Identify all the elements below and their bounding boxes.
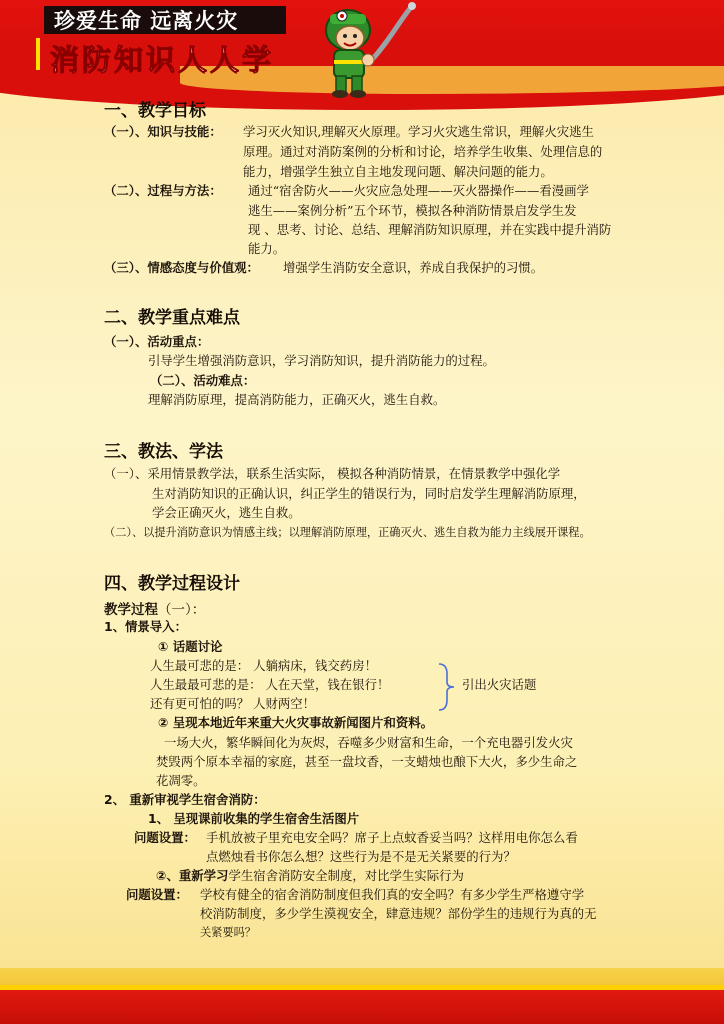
key-point-label: （一）、活动重点： (104, 334, 210, 349)
sub-step-2-row (156, 866, 464, 886)
process-line: 能力。 (248, 241, 286, 256)
question-line: 点燃烛看书你怎么想？这些行为是不是无关紧要的行为？ (206, 849, 516, 864)
knowledge-line: 学习灭火知识,理解灭火原理。学习火灾逃生常识，理解火灾逃生 (243, 124, 594, 139)
method-line: （一）、采用情景教学法，联系生活实际， 模拟各种消防情景，在情景教学中强化学 (104, 466, 561, 481)
knowledge-label: （一）、知识与技能： (104, 124, 222, 139)
dialog-line: 还有更可怕的吗？ 人财两空！ (150, 696, 316, 711)
right-brace-icon (436, 662, 458, 712)
section-heading-methods: 三、教法、学法 (104, 442, 223, 462)
process-line: 通过“宿舍防火——火灾应急处理——灭火器操作——看漫画学 (248, 183, 589, 198)
section-heading-goals: 一、教学目标 (104, 101, 206, 121)
header-title-bar (36, 38, 40, 70)
method-line: 学会正确灭火，逃生自救。 (152, 505, 301, 520)
header-tagline-box (44, 6, 286, 34)
section-heading-design: 四、教学过程设计 (104, 574, 240, 594)
difficult-point-label: （二）、活动难点： (150, 373, 256, 388)
step-2-heading: 2、 重新审视学生宿舍消防： (104, 792, 266, 807)
process-line: 现 、思考、讨论、总结、理解消防知识原理，并在实践中提升消防 (248, 222, 612, 237)
dialog-line: 人生最可悲的是： 人躺病床，钱交药房！ (150, 658, 377, 673)
topic-discussion: ① 话题讨论 (158, 639, 223, 654)
process-label: （二）、过程与方法： (104, 183, 222, 198)
header-title: 消防知识人人学 (50, 43, 275, 77)
header-tagline: 珍爱生命 远离火灾 (54, 9, 239, 33)
news-line: 焚毁两个原本幸福的家庭，甚至一盘坟香，一支蜡烛也酿下大火，多少生命之 (156, 754, 578, 769)
process-title-row (104, 598, 205, 618)
sub-step-2-label: ②、重新学习 (156, 868, 229, 883)
sub-step-1: 1、 呈现课前收集的学生宿舍生活图片 (148, 811, 360, 826)
process-line: 逃生——案例分析”五个环节，模拟各种消防情景启发学生发 (248, 203, 577, 218)
news-line: 花凋零。 (156, 773, 206, 788)
question-label-2: 问题设置： (126, 887, 188, 902)
question-line: 手机放被子里充电安全吗？席子上点蚊香妥当吗？这样用电你怎么看 (206, 830, 578, 845)
news-line: 一场大火，繁华瞬间化为灰烬，吞噬多少财富和生命，一个充电器引发火灾 (164, 735, 573, 750)
question-line: 校消防制度，多少学生漠视安全，肆意违规？部份学生的违规行为真的无 (200, 906, 597, 921)
attitude-text: 增强学生消防安全意识，养成自我保护的习惯。 (283, 260, 544, 275)
method-item-2: （二）、以提升消防意识为情感主线；以理解消防原理，正确灭火、逃生自救为能力主线展开课程。 (104, 526, 591, 539)
question-label-1: 问题设置： (134, 830, 196, 845)
dialog-line: 人生最最可悲的是： 人在天堂，钱在银行！ (150, 677, 390, 692)
step-1-heading: 1、情景导入： (104, 619, 187, 634)
firefighter-mascot-icon (300, 0, 420, 100)
footer-red-band (0, 990, 724, 1024)
attitude-label: （三）、情感态度与价值观： (104, 260, 259, 275)
process-title-suffix: （一）： (158, 602, 206, 618)
difficult-point-text: 理解消防原理，提高消防能力，正确灭火，逃生自救。 (148, 392, 446, 407)
knowledge-line: 能力，增强学生独立自主地发现问题、解决问题的能力。 (243, 164, 553, 179)
knowledge-line: 原理。通过对消防案例的分析和讨论，培养学生收集、处理信息的 (243, 144, 603, 159)
section-heading-focus: 二、教学重点难点 (104, 308, 240, 328)
question-line: 学校有健全的宿舍消防制度但我们真的安全吗？有多少学生严格遵守学 (200, 887, 585, 902)
method-line: 生对消防知识的正确认识，纠正学生的错误行为，同时启发学生理解消防原理， (152, 486, 586, 501)
process-title: 教学过程 (104, 602, 158, 618)
sub-step-2-text: 学生宿舍消防安全制度，对比学生实际行为 (228, 868, 464, 883)
key-point-text: 引导学生增强消防意识，学习消防知识，提升消防能力的过程。 (148, 353, 495, 368)
news-heading: ② 呈现本地近年来重大火灾事故新闻图片和资料。 (158, 715, 434, 730)
dialog-note: 引出火灾话题 (462, 677, 537, 692)
question-line: 关紧要吗？ (200, 926, 256, 939)
